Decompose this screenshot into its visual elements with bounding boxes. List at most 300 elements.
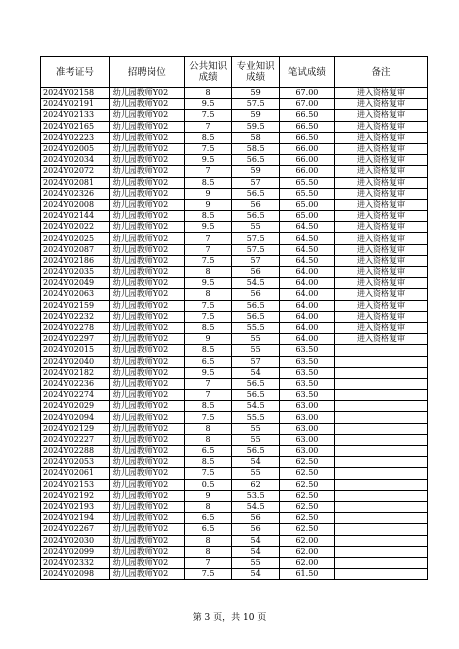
public-score-cell: 8 — [184, 546, 232, 557]
public-score-cell: 8.5 — [184, 177, 232, 188]
table-row — [41, 110, 428, 121]
professional-score-cell: 55 — [232, 434, 280, 445]
table-row — [41, 211, 428, 222]
professional-score-cell: 57.5 — [232, 244, 280, 255]
table-row — [41, 322, 428, 333]
exam-id-cell: 2024Y02005 — [41, 143, 110, 154]
professional-score-cell: 57 — [232, 356, 280, 367]
remark-cell: 进入资格复审 — [334, 233, 427, 244]
professional-score-cell: 56.5 — [232, 378, 280, 389]
post-cell: 幼儿园教师Y02 — [109, 557, 184, 568]
written-score-cell: 65.50 — [279, 177, 334, 188]
written-score-cell: 62.00 — [279, 546, 334, 557]
professional-score-cell: 59 — [232, 166, 280, 177]
written-score-cell: 63.50 — [279, 345, 334, 356]
professional-score-cell: 58 — [232, 132, 280, 143]
post-cell: 幼儿园教师Y02 — [109, 524, 184, 535]
professional-score-cell: 56 — [232, 524, 280, 535]
public-score-cell: 9.5 — [184, 155, 232, 166]
remark-cell — [334, 434, 427, 445]
post-cell: 幼儿园教师Y02 — [109, 378, 184, 389]
post-cell: 幼儿园教师Y02 — [109, 535, 184, 546]
remark-cell: 进入资格复审 — [334, 199, 427, 210]
post-cell: 幼儿园教师Y02 — [109, 479, 184, 490]
professional-score-cell: 57 — [232, 255, 280, 266]
header-exam-id: 准考证号 — [41, 57, 110, 88]
professional-score-cell: 56 — [232, 267, 280, 278]
table-row — [41, 434, 428, 445]
post-cell: 幼儿园教师Y02 — [109, 356, 184, 367]
professional-score-cell: 54 — [232, 457, 280, 468]
written-score-cell: 62.50 — [279, 468, 334, 479]
written-score-cell: 62.50 — [279, 457, 334, 468]
table-row — [41, 468, 428, 479]
exam-id-cell: 2024Y02040 — [41, 356, 110, 367]
post-cell: 幼儿园教师Y02 — [109, 177, 184, 188]
remark-cell — [334, 535, 427, 546]
public-score-cell: 9 — [184, 199, 232, 210]
post-cell: 幼儿园教师Y02 — [109, 267, 184, 278]
table-row — [41, 143, 428, 154]
header-public-knowledge: 公共知识成绩 — [184, 57, 232, 88]
table-row — [41, 233, 428, 244]
post-cell: 幼儿园教师Y02 — [109, 367, 184, 378]
table-row — [41, 255, 428, 266]
post-cell: 幼儿园教师Y02 — [109, 99, 184, 110]
remark-cell: 进入资格复审 — [334, 334, 427, 345]
written-score-cell: 62.50 — [279, 513, 334, 524]
public-score-cell: 8.5 — [184, 211, 232, 222]
public-score-cell: 7.5 — [184, 468, 232, 479]
exam-id-cell: 2024Y02194 — [41, 513, 110, 524]
remark-cell — [334, 423, 427, 434]
table-row — [41, 121, 428, 132]
exam-id-cell: 2024Y02223 — [41, 132, 110, 143]
post-cell: 幼儿园教师Y02 — [109, 278, 184, 289]
remark-cell — [334, 457, 427, 468]
remark-cell — [334, 513, 427, 524]
professional-score-cell: 56.5 — [232, 188, 280, 199]
public-score-cell: 6.5 — [184, 513, 232, 524]
professional-score-cell: 55 — [232, 345, 280, 356]
professional-score-cell: 58.5 — [232, 143, 280, 154]
table-row — [41, 289, 428, 300]
public-score-cell: 8 — [184, 88, 232, 99]
public-score-cell: 7.5 — [184, 110, 232, 121]
table-row — [41, 378, 428, 389]
table-row — [41, 199, 428, 210]
written-score-cell: 64.00 — [279, 267, 334, 278]
table-row — [41, 390, 428, 401]
table-row — [41, 244, 428, 255]
public-score-cell: 7 — [184, 557, 232, 568]
exam-id-cell: 2024Y02129 — [41, 423, 110, 434]
remark-cell — [334, 345, 427, 356]
professional-score-cell: 54 — [232, 546, 280, 557]
table-row — [41, 88, 428, 99]
public-score-cell: 8 — [184, 434, 232, 445]
written-score-cell: 67.00 — [279, 88, 334, 99]
exam-id-cell: 2024Y02192 — [41, 490, 110, 501]
table-row — [41, 501, 428, 512]
public-score-cell: 8.5 — [184, 457, 232, 468]
remark-cell: 进入资格复审 — [334, 143, 427, 154]
public-score-cell: 8 — [184, 289, 232, 300]
written-score-cell: 63.50 — [279, 367, 334, 378]
post-cell: 幼儿园教师Y02 — [109, 233, 184, 244]
remark-cell — [334, 401, 427, 412]
written-score-cell: 65.00 — [279, 211, 334, 222]
remark-cell: 进入资格复审 — [334, 166, 427, 177]
written-score-cell: 62.50 — [279, 490, 334, 501]
public-score-cell: 6.5 — [184, 356, 232, 367]
exam-id-cell: 2024Y02288 — [41, 446, 110, 457]
table-row — [41, 267, 428, 278]
written-score-cell: 62.50 — [279, 524, 334, 535]
exam-id-cell: 2024Y02274 — [41, 390, 110, 401]
remark-cell — [334, 501, 427, 512]
score-table — [40, 56, 428, 580]
remark-cell: 进入资格复审 — [334, 177, 427, 188]
remark-cell: 进入资格复审 — [334, 244, 427, 255]
remark-cell: 进入资格复审 — [334, 88, 427, 99]
exam-id-cell: 2024Y02081 — [41, 177, 110, 188]
professional-score-cell: 57.5 — [232, 99, 280, 110]
remark-cell: 进入资格复审 — [334, 322, 427, 333]
exam-id-cell: 2024Y02008 — [41, 199, 110, 210]
exam-id-cell: 2024Y02232 — [41, 311, 110, 322]
professional-score-cell: 54.5 — [232, 501, 280, 512]
professional-score-cell: 56.5 — [232, 446, 280, 457]
exam-id-cell: 2024Y02144 — [41, 211, 110, 222]
public-score-cell: 7 — [184, 378, 232, 389]
table-row — [41, 479, 428, 490]
professional-score-cell: 56 — [232, 513, 280, 524]
table-row — [41, 423, 428, 434]
written-score-cell: 62.50 — [279, 501, 334, 512]
written-score-cell: 62.50 — [279, 479, 334, 490]
professional-score-cell: 55 — [232, 557, 280, 568]
post-cell: 幼儿园教师Y02 — [109, 88, 184, 99]
exam-id-cell: 2024Y02034 — [41, 155, 110, 166]
post-cell: 幼儿园教师Y02 — [109, 412, 184, 423]
post-cell: 幼儿园教师Y02 — [109, 401, 184, 412]
exam-id-cell: 2024Y02227 — [41, 434, 110, 445]
exam-id-cell: 2024Y02267 — [41, 524, 110, 535]
public-score-cell: 7.5 — [184, 311, 232, 322]
table-row — [41, 412, 428, 423]
public-score-cell: 9 — [184, 490, 232, 501]
post-cell: 幼儿园教师Y02 — [109, 322, 184, 333]
exam-id-cell: 2024Y02133 — [41, 110, 110, 121]
remark-cell: 进入资格复审 — [334, 222, 427, 233]
remark-cell: 进入资格复审 — [334, 132, 427, 143]
post-cell: 幼儿园教师Y02 — [109, 546, 184, 557]
table-row — [41, 188, 428, 199]
exam-id-cell: 2024Y02087 — [41, 244, 110, 255]
post-cell: 幼儿园教师Y02 — [109, 211, 184, 222]
written-score-cell: 66.00 — [279, 166, 334, 177]
post-cell: 幼儿园教师Y02 — [109, 110, 184, 121]
table-row — [41, 401, 428, 412]
exam-id-cell: 2024Y02182 — [41, 367, 110, 378]
professional-score-cell: 55 — [232, 222, 280, 233]
written-score-cell: 65.00 — [279, 199, 334, 210]
professional-score-cell: 55.5 — [232, 322, 280, 333]
professional-score-cell: 56.5 — [232, 311, 280, 322]
exam-id-cell: 2024Y02159 — [41, 300, 110, 311]
professional-score-cell: 56.5 — [232, 155, 280, 166]
professional-score-cell: 55 — [232, 468, 280, 479]
professional-score-cell: 53.5 — [232, 490, 280, 501]
public-score-cell: 9 — [184, 334, 232, 345]
professional-score-cell: 55 — [232, 423, 280, 434]
table-row — [41, 300, 428, 311]
public-score-cell: 9.5 — [184, 278, 232, 289]
exam-id-cell: 2024Y02158 — [41, 88, 110, 99]
exam-id-cell: 2024Y02326 — [41, 188, 110, 199]
table-row — [41, 99, 428, 110]
public-score-cell: 7.5 — [184, 143, 232, 154]
table-row — [41, 132, 428, 143]
written-score-cell: 64.00 — [279, 334, 334, 345]
table-row — [41, 278, 428, 289]
public-score-cell: 7.5 — [184, 300, 232, 311]
public-score-cell: 8 — [184, 501, 232, 512]
written-score-cell: 63.00 — [279, 446, 334, 457]
remark-cell — [334, 468, 427, 479]
table-row — [41, 535, 428, 546]
post-cell: 幼儿园教师Y02 — [109, 513, 184, 524]
exam-id-cell: 2024Y02332 — [41, 557, 110, 568]
written-score-cell: 63.00 — [279, 434, 334, 445]
written-score-cell: 63.50 — [279, 356, 334, 367]
written-score-cell: 64.50 — [279, 233, 334, 244]
table-row — [41, 557, 428, 568]
post-cell: 幼儿园教师Y02 — [109, 199, 184, 210]
exam-id-cell: 2024Y02072 — [41, 166, 110, 177]
table-row — [41, 569, 428, 580]
written-score-cell: 62.00 — [279, 557, 334, 568]
exam-id-cell: 2024Y02278 — [41, 322, 110, 333]
post-cell: 幼儿园教师Y02 — [109, 569, 184, 580]
exam-id-cell: 2024Y02063 — [41, 289, 110, 300]
exam-id-cell: 2024Y02236 — [41, 378, 110, 389]
professional-score-cell: 54 — [232, 569, 280, 580]
professional-score-cell: 55 — [232, 334, 280, 345]
written-score-cell: 64.00 — [279, 300, 334, 311]
remark-cell — [334, 479, 427, 490]
public-score-cell: 7 — [184, 390, 232, 401]
header-post: 招聘岗位 — [109, 57, 184, 88]
table-row — [41, 490, 428, 501]
exam-id-cell: 2024Y02099 — [41, 546, 110, 557]
remark-cell — [334, 524, 427, 535]
exam-id-cell: 2024Y02061 — [41, 468, 110, 479]
professional-score-cell: 57 — [232, 177, 280, 188]
public-score-cell: 8.5 — [184, 401, 232, 412]
post-cell: 幼儿园教师Y02 — [109, 390, 184, 401]
public-score-cell: 9.5 — [184, 222, 232, 233]
header-remark: 备注 — [334, 57, 427, 88]
table-body — [41, 88, 428, 580]
post-cell: 幼儿园教师Y02 — [109, 255, 184, 266]
professional-score-cell: 57.5 — [232, 233, 280, 244]
written-score-cell: 64.00 — [279, 322, 334, 333]
professional-score-cell: 59 — [232, 88, 280, 99]
table-row — [41, 222, 428, 233]
post-cell: 幼儿园教师Y02 — [109, 155, 184, 166]
table-row — [41, 311, 428, 322]
public-score-cell: 7.5 — [184, 569, 232, 580]
public-score-cell: 8 — [184, 267, 232, 278]
exam-id-cell: 2024Y02193 — [41, 501, 110, 512]
exam-id-cell: 2024Y02029 — [41, 401, 110, 412]
table-row — [41, 356, 428, 367]
table-row — [41, 524, 428, 535]
exam-id-cell: 2024Y02025 — [41, 233, 110, 244]
post-cell: 幼儿园教师Y02 — [109, 300, 184, 311]
public-score-cell: 9.5 — [184, 99, 232, 110]
remark-cell: 进入资格复审 — [334, 121, 427, 132]
table-row — [41, 177, 428, 188]
remark-cell: 进入资格复审 — [334, 211, 427, 222]
public-score-cell: 8 — [184, 423, 232, 434]
table-row — [41, 513, 428, 524]
table-row — [41, 334, 428, 345]
post-cell: 幼儿园教师Y02 — [109, 334, 184, 345]
written-score-cell: 64.50 — [279, 244, 334, 255]
page-number: 第 3 页，共 10 页 — [192, 613, 267, 623]
post-cell: 幼儿园教师Y02 — [109, 490, 184, 501]
professional-score-cell: 56.5 — [232, 300, 280, 311]
post-cell: 幼儿园教师Y02 — [109, 345, 184, 356]
public-score-cell: 7 — [184, 244, 232, 255]
professional-score-cell: 59 — [232, 110, 280, 121]
exam-id-cell: 2024Y02049 — [41, 278, 110, 289]
remark-cell: 进入资格复审 — [334, 255, 427, 266]
post-cell: 幼儿园教师Y02 — [109, 289, 184, 300]
public-score-cell: 7.5 — [184, 255, 232, 266]
post-cell: 幼儿园教师Y02 — [109, 446, 184, 457]
public-score-cell: 7.5 — [184, 412, 232, 423]
public-score-cell: 8 — [184, 535, 232, 546]
written-score-cell: 63.00 — [279, 401, 334, 412]
exam-id-cell: 2024Y02022 — [41, 222, 110, 233]
header-row — [41, 57, 428, 88]
exam-id-cell: 2024Y02035 — [41, 267, 110, 278]
written-score-cell: 64.50 — [279, 255, 334, 266]
professional-score-cell: 56.5 — [232, 390, 280, 401]
exam-id-cell: 2024Y02191 — [41, 99, 110, 110]
exam-id-cell: 2024Y02053 — [41, 457, 110, 468]
table-row — [41, 345, 428, 356]
written-score-cell: 66.50 — [279, 132, 334, 143]
professional-score-cell: 54 — [232, 535, 280, 546]
exam-id-cell: 2024Y02297 — [41, 334, 110, 345]
written-score-cell: 66.50 — [279, 110, 334, 121]
remark-cell — [334, 390, 427, 401]
post-cell: 幼儿园教师Y02 — [109, 132, 184, 143]
exam-id-cell: 2024Y02094 — [41, 412, 110, 423]
remark-cell: 进入资格复审 — [334, 278, 427, 289]
post-cell: 幼儿园教师Y02 — [109, 244, 184, 255]
public-score-cell: 6.5 — [184, 446, 232, 457]
remark-cell: 进入资格复审 — [334, 155, 427, 166]
written-score-cell: 63.00 — [279, 412, 334, 423]
professional-score-cell: 56.5 — [232, 211, 280, 222]
remark-cell — [334, 367, 427, 378]
exam-id-cell: 2024Y02030 — [41, 535, 110, 546]
remark-cell: 进入资格复审 — [334, 267, 427, 278]
exam-id-cell: 2024Y02165 — [41, 121, 110, 132]
remark-cell: 进入资格复审 — [334, 99, 427, 110]
remark-cell: 进入资格复审 — [334, 289, 427, 300]
written-score-cell: 66.50 — [279, 121, 334, 132]
public-score-cell: 7 — [184, 166, 232, 177]
public-score-cell: 0.5 — [184, 479, 232, 490]
table-row — [41, 166, 428, 177]
post-cell: 幼儿园教师Y02 — [109, 121, 184, 132]
post-cell: 幼儿园教师Y02 — [109, 457, 184, 468]
professional-score-cell: 55.5 — [232, 412, 280, 423]
public-score-cell: 8.5 — [184, 345, 232, 356]
public-score-cell: 8.5 — [184, 322, 232, 333]
post-cell: 幼儿园教师Y02 — [109, 311, 184, 322]
public-score-cell: 9.5 — [184, 367, 232, 378]
exam-id-cell: 2024Y02098 — [41, 569, 110, 580]
header-professional-knowledge: 专业知识成绩 — [232, 57, 280, 88]
professional-score-cell: 54 — [232, 367, 280, 378]
remark-cell — [334, 546, 427, 557]
table-row — [41, 155, 428, 166]
public-score-cell: 6.5 — [184, 524, 232, 535]
public-score-cell: 7 — [184, 233, 232, 244]
written-score-cell: 64.00 — [279, 311, 334, 322]
public-score-cell: 8.5 — [184, 132, 232, 143]
remark-cell: 进入资格复审 — [334, 300, 427, 311]
professional-score-cell: 56 — [232, 289, 280, 300]
post-cell: 幼儿园教师Y02 — [109, 423, 184, 434]
table-row — [41, 446, 428, 457]
remark-cell — [334, 356, 427, 367]
professional-score-cell: 56 — [232, 199, 280, 210]
remark-cell — [334, 490, 427, 501]
written-score-cell: 61.50 — [279, 569, 334, 580]
remark-cell — [334, 412, 427, 423]
written-score-cell: 64.00 — [279, 289, 334, 300]
exam-id-cell: 2024Y02015 — [41, 345, 110, 356]
remark-cell — [334, 569, 427, 580]
table-row — [41, 546, 428, 557]
post-cell: 幼儿园教师Y02 — [109, 468, 184, 479]
written-score-cell: 63.00 — [279, 423, 334, 434]
post-cell: 幼儿园教师Y02 — [109, 222, 184, 233]
exam-id-cell: 2024Y02153 — [41, 479, 110, 490]
professional-score-cell: 59.5 — [232, 121, 280, 132]
post-cell: 幼儿园教师Y02 — [109, 501, 184, 512]
written-score-cell: 66.00 — [279, 143, 334, 154]
written-score-cell: 64.50 — [279, 222, 334, 233]
written-score-cell: 64.00 — [279, 278, 334, 289]
written-score-cell: 62.00 — [279, 535, 334, 546]
professional-score-cell: 54.5 — [232, 401, 280, 412]
remark-cell: 进入资格复审 — [334, 188, 427, 199]
professional-score-cell: 62 — [232, 479, 280, 490]
header-written-score: 笔试成绩 — [279, 57, 334, 88]
table-row — [41, 457, 428, 468]
written-score-cell: 65.50 — [279, 188, 334, 199]
